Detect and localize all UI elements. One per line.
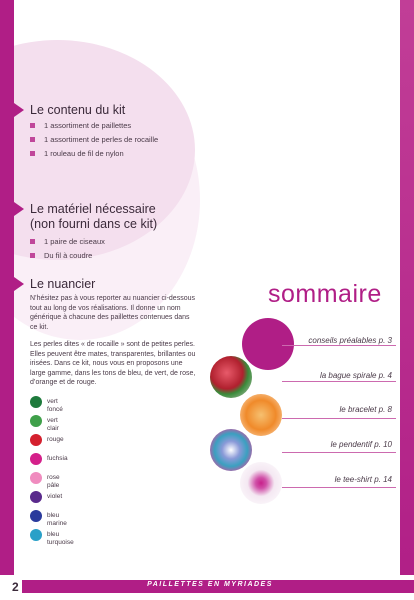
list-item: 1 assortiment de paillettes (30, 119, 158, 133)
bullet-square-icon (30, 151, 35, 156)
section-title-materiel: Le matériel nécessaire (non fourni dans ce kit) (30, 202, 158, 231)
nuancier-paragraph-2: Les perles dites « de rocaille » sont de petites perles. Elles peuvent être mates, transparentes, brillantes ou irisées. Dans ce kit, nous vous en proposons une large gamme, dans les tons de bleu, de vert, de rose, d’orange et de rouge. (30, 341, 196, 386)
section-arrow-icon (14, 277, 24, 291)
ring-thumbnail (210, 356, 252, 398)
color-dot (30, 529, 42, 541)
color-dot (30, 396, 42, 408)
section-arrow-icon (14, 202, 24, 216)
color-dot (30, 415, 42, 427)
bullet-square-icon (30, 239, 35, 244)
section-arrow-icon (14, 103, 24, 117)
toc-entry-bague[interactable]: la bague spirale p. 4 (319, 371, 392, 380)
toc-decorative-circle (242, 318, 294, 370)
toc-entry-bracelet[interactable]: le bracelet p. 8 (339, 405, 392, 414)
toc-divider (282, 345, 396, 346)
color-dot (30, 510, 42, 522)
toc-entry-conseils[interactable]: conseils préalables p. 3 (308, 336, 392, 345)
bullet-square-icon (30, 253, 35, 258)
list-item: 1 rouleau de fil de nylon (30, 147, 158, 161)
footer-book-title: PAILLETTES EN MYRIADES (147, 581, 273, 588)
page-number: 2 (12, 580, 19, 594)
color-dot (30, 472, 42, 484)
color-dot (30, 491, 42, 503)
pendant-thumbnail (210, 429, 252, 471)
toc-divider (282, 487, 396, 488)
toc-divider (282, 452, 396, 453)
toc-divider (282, 418, 396, 419)
sommaire-title: sommaire (268, 280, 382, 308)
color-dot (30, 434, 42, 446)
materiel-list (30, 235, 105, 263)
bracelet-thumbnail (240, 394, 282, 436)
section-title-kit: Le contenu du kit (30, 103, 126, 117)
color-dot (30, 453, 42, 465)
list-item: Du fil à coudre (30, 249, 105, 263)
bullet-square-icon (30, 123, 35, 128)
left-margin-bar (0, 0, 14, 575)
nuancier-paragraph-1: N’hésitez pas à vous reporter au nuancier ci-dessous tout au long de vos réalisations. Il donne un nom générique à chacune des paillettes contenues dans ce kit. (30, 295, 195, 331)
tshirt-thumbnail (240, 462, 282, 504)
toc-entry-tee-shirt[interactable]: le tee-shirt p. 14 (334, 475, 392, 484)
list-item: 1 paire de ciseaux (30, 235, 105, 249)
list-item: 1 assortiment de perles de rocaille (30, 133, 158, 147)
page: Le contenu du kit 1 assortiment de paillettes 1 assortiment de perles de rocaille 1 rouleau de fil de nylon Le matériel nécessaire (non fourni dans ce kit) 1 paire de ciseaux Du fil à coudre Le nuancier N’hésitez pas à vous reporter au nuancier ci-dessous tout au long de vos réalisations. Il donne un nom générique à chacune des paillettes contenues dans ce kit. Les perles dites « de rocaille » sont de petites perles. Elles peuvent être mates, transparentes, brillantes ou irisées. Dans ce kit, nous vous en proposons une large gamme, dans les tons de bleu, de vert, de rose, d’orange et de rouge. vert foncé vert clair rouge fuchsia rose pâle violet bleu marine bleu turquoise sommaire conseils préalables p. 3 la bague spirale p. 4 le bracelet p. 8 le pendentif p. 10 le tee-shirt p. 14 PAILLETTES EN MYRIADES 2 (0, 0, 414, 600)
toc-divider (282, 381, 396, 382)
section-title-nuancier: Le nuancier (30, 277, 96, 291)
toc-entry-pendentif[interactable]: le pendentif p. 10 (330, 440, 392, 449)
kit-list (30, 119, 158, 161)
bullet-square-icon (30, 137, 35, 142)
right-edge-strip (400, 0, 414, 600)
